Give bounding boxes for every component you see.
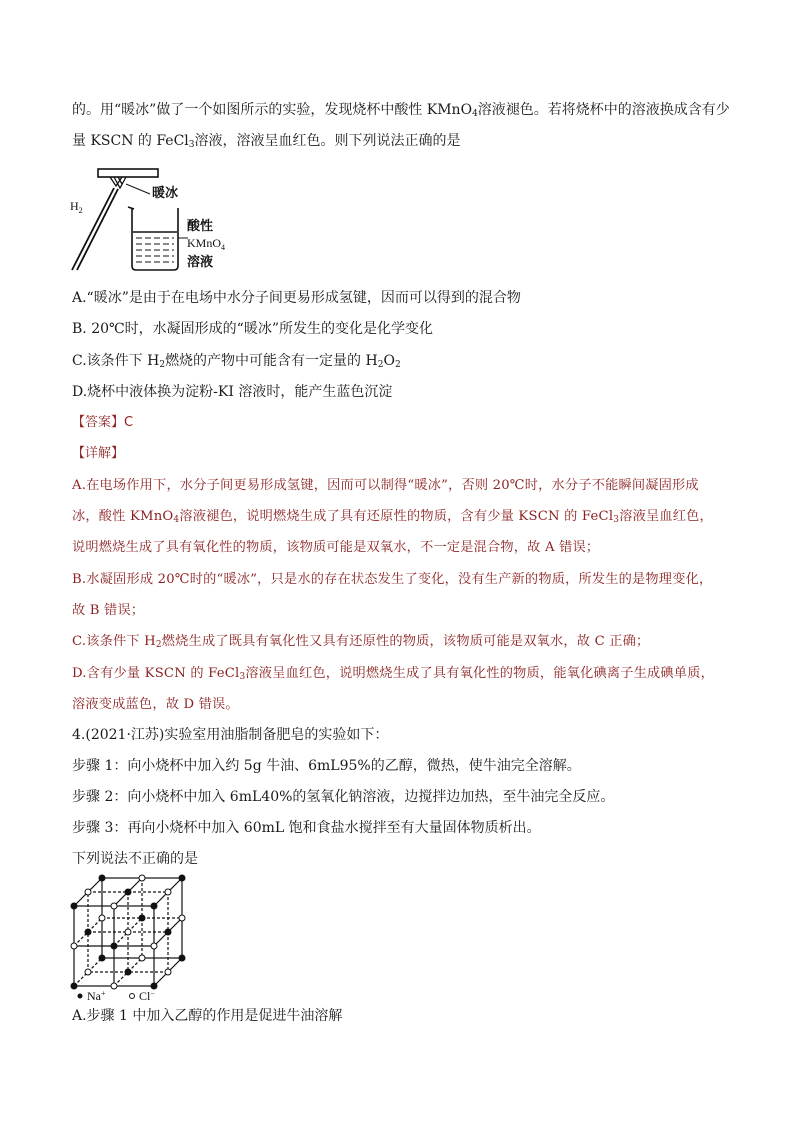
question-4-step-2 xyxy=(72,787,614,807)
kmno4-label: KMnO$_4$ xyxy=(187,236,226,252)
text: A.在电场作用下，水分子间更易形成氢键，因而可以制得“暖冰”，否则 20℃时，水分子不能瞬间凝固形成 xyxy=(72,478,699,493)
text: 燃烧生成了既具有氧化性又具有还原性的物质，该物质可能是双氧水，故 C 正确； xyxy=(161,634,650,649)
option-c xyxy=(72,351,401,371)
question-4-option-a xyxy=(72,1006,342,1026)
text: 燃烧的产物中可能含有一定量的 H xyxy=(165,353,378,369)
text: O xyxy=(383,353,395,369)
option-d xyxy=(72,382,392,402)
subscript: 4 xyxy=(472,109,478,119)
option-b xyxy=(72,319,433,339)
detail-c-line xyxy=(72,632,649,652)
subscript: 2 xyxy=(159,360,166,370)
question-4-title xyxy=(72,725,388,745)
solution-label: 溶液 xyxy=(187,255,214,270)
text: A.“暖冰”是由于在电场中水分子间更易形成氢键，因而可以得到的混合物 xyxy=(72,290,521,306)
text: 溶液变成蓝色，故 D 错误。 xyxy=(72,697,239,712)
text: D.烧杯中液体换为淀粉-KI 溶液时，能产生蓝色沉淀 xyxy=(72,384,393,400)
text: 故 B 错误； xyxy=(72,603,145,618)
answer-label: 【答案】 xyxy=(72,415,125,430)
text: A.步骤 1 中加入乙醇的作用是促进牛油溶解 xyxy=(72,1008,343,1024)
question-4-step-3 xyxy=(72,818,541,838)
text: 步骤 1：向小烧杯中加入约 5g 牛油、6mL95%的乙醇，微热，使牛油完全溶解。 xyxy=(72,758,581,774)
subscript: 3 xyxy=(239,672,246,682)
text: B.水凝固形成 20℃时的“暖冰”，只是水的存在状态发生了变化，没有生产新的物质，所发生的是物理变化， xyxy=(72,572,713,587)
text: 步骤 3：再向小烧杯中加入 60mL 饱和食盐水搅拌至有大量固体物质析出。 xyxy=(72,820,541,836)
subscript: 3 xyxy=(613,515,620,525)
text: 溶液褪色，说明燃烧生成了具有还原性的物质，含有少量 KSCN 的 FeCl xyxy=(179,509,614,524)
text: 量 KSCN 的 FeCl xyxy=(72,133,189,149)
question-4-prompt xyxy=(72,849,198,869)
text: 说明燃烧生成了具有氧化性的物质，该物质可能是双氧水，不一定是混合物，故 A 错误； xyxy=(72,540,600,555)
warm-ice-experiment-figure xyxy=(70,166,230,274)
text: 的。用“暖冰”做了一个如图所示的实验，发现烧杯中酸性 KMnO xyxy=(72,102,473,118)
text: D.含有少量 KSCN 的 FeCl xyxy=(72,666,240,681)
intro-line-2 xyxy=(72,131,461,151)
detail-b-line-1 xyxy=(72,570,712,590)
detail-a-line-2 xyxy=(72,507,713,527)
detail-heading xyxy=(72,443,124,464)
detail-d-line-2 xyxy=(72,695,239,715)
subscript: 3 xyxy=(188,140,195,150)
subscript: 2 xyxy=(394,360,401,370)
answer-value: C xyxy=(124,415,134,430)
text: 步骤 2：向小烧杯中加入 6mL40%的氢氧化钠溶液，边搅拌边加热，至牛油完全反应。 xyxy=(72,789,615,805)
nacl-crystal-lattice-figure xyxy=(68,872,188,1004)
legend-na: Na+ xyxy=(87,989,106,1003)
legend-cl: Cl− xyxy=(139,989,155,1003)
subscript: 2 xyxy=(155,640,162,650)
detail-label: 【详解】 xyxy=(72,446,125,461)
text: 4.(2021·江苏)实验室用油脂制备肥皂的实验如下： xyxy=(72,727,389,743)
warm-ice-label: 暖冰 xyxy=(152,186,179,201)
h2-label: $H_2$ xyxy=(70,199,83,215)
acidic-label: 酸性 xyxy=(187,219,214,234)
answer-line xyxy=(72,412,133,433)
text: 溶液呈血红色，说明燃烧生成了具有氧化性的物质，能氧化碘离子生成碘单质， xyxy=(245,666,714,681)
text: B. 20℃时，水凝固形成的“暖冰”所发生的变化是化学变化 xyxy=(72,321,433,337)
text: 溶液呈血红色， xyxy=(619,509,713,524)
detail-a-line-3 xyxy=(72,538,599,558)
detail-d-line-1 xyxy=(72,664,714,684)
intro-line-1 xyxy=(72,100,730,120)
detail-b-line-2 xyxy=(72,601,144,621)
text: 下列说法不正确的是 xyxy=(72,851,198,867)
text: 冰，酸性 KMnO xyxy=(72,509,174,524)
subscript: 2 xyxy=(377,360,384,370)
option-a xyxy=(72,288,521,308)
subscript: 4 xyxy=(173,515,180,525)
text: C.该条件下 H xyxy=(72,634,156,649)
text: C.该条件下 H xyxy=(72,353,160,369)
text: 溶液褪色。若将烧杯中的溶液换成含有少 xyxy=(477,102,730,118)
text: 溶液，溶液呈血红色。则下列说法正确的是 xyxy=(194,133,461,149)
question-4-step-1 xyxy=(72,756,581,776)
detail-a-line-1 xyxy=(72,476,699,496)
